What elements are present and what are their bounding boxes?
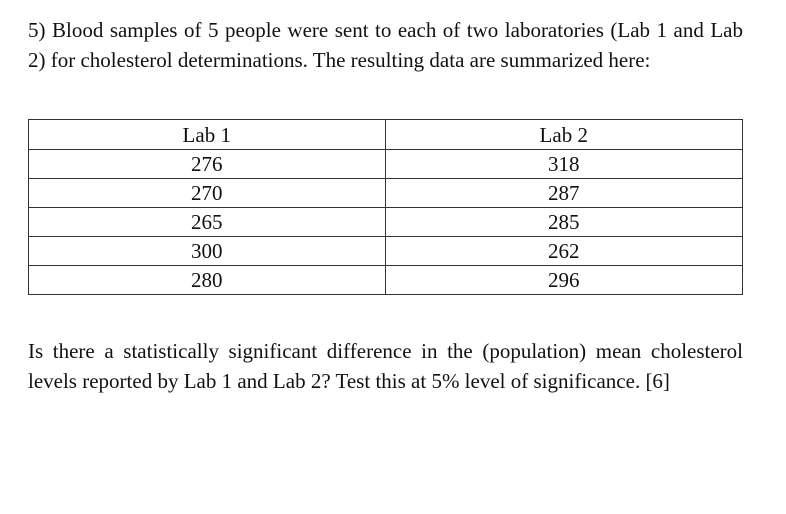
cholesterol-table [28, 119, 743, 295]
column-header-lab2: Lab 2 [385, 120, 743, 150]
lab2-value: 262 [385, 237, 743, 266]
lab2-value: 287 [385, 179, 743, 208]
lab1-value: 276 [29, 150, 386, 179]
table-row [29, 208, 743, 237]
lab2-value: 318 [385, 150, 743, 179]
lab1-value: 280 [29, 266, 386, 295]
question-prompt: Is there a statistically significant difference in the (population) mean cholesterol levels reported by Lab 1 and Lab 2? Test this at 5% level of significance. [6] [28, 339, 743, 393]
table-row [29, 266, 743, 295]
lab1-value: 300 [29, 237, 386, 266]
table-row [29, 179, 743, 208]
table-header-row [29, 120, 743, 150]
question-intro: 5) Blood samples of 5 people were sent to each of two laboratories (Lab 1 and Lab 2) for cholesterol determinations. The resulting data are summarized here: [28, 18, 743, 72]
lab1-value: 265 [29, 208, 386, 237]
lab2-value: 296 [385, 266, 743, 295]
table-row [29, 150, 743, 179]
column-header-lab1: Lab 1 [29, 120, 386, 150]
table-row [29, 237, 743, 266]
lab2-value: 285 [385, 208, 743, 237]
lab1-value: 270 [29, 179, 386, 208]
